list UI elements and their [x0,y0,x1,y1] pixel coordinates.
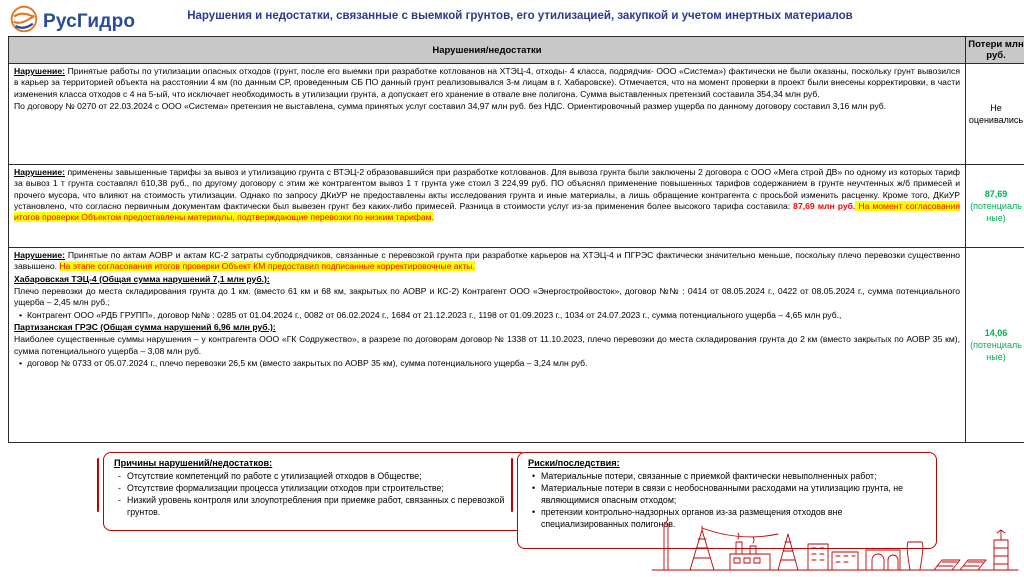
violations-table [8,36,1024,443]
violation-row [9,64,1024,165]
paragraph [14,250,960,273]
paragraph [14,274,960,285]
text-segment: 87,69 [985,189,1008,199]
text-segment: На момент согласования итогов проверки Объектом предоставлены материалы, подтверждающие перевозки по низким тарифам. [14,201,960,222]
list-item: • претензии контрольно-надзорных органов из-за размещения отходов вне специализированных полигонов. [528,507,926,531]
paragraph [14,66,960,100]
causes-list [114,471,518,519]
text-segment: Контрагент ООО «РДБ ГРУПП», договор №№ : 0285 от 01.04.2024 г., 0082 от 06.02.2024 г., 1684 от 21.12.2023 г., 1198 от 01.09.2023 г., 1034 от 24.07.2023 г., сумма потенциального ущерба – 4,65 млн руб., [27,310,841,320]
violation-text-cell [9,64,966,165]
text-segment: 87,69 млн руб. [793,201,855,211]
paragraph [14,334,960,357]
column-header-violations: Нарушения/недостатки [9,37,966,64]
causes-box-title: Причины нарушений/недостатков: [114,458,518,468]
paragraph [14,286,960,309]
list-item: - Низкий уровень контроля или злоупотребления при приемке работ, связанных с перевозкой грунтов. [114,495,518,519]
industrial-skyline-art [650,514,1022,572]
risks-box-title: Риски/последствия: [528,458,926,468]
list-item: • Материальные потери в связи с необоснованными расходами на утилизацию грунта, не являющимися опасным отходом; [528,483,926,507]
text-segment: применены завышенные тарифы за вывоз и утилизацию грунта с ВТЭЦ-2 образовавшийся при разработке котлованов. Для вывоза грунта были заключены 2 договора с ООО «Мега строй ДВ» по одному из которых тариф за вывоз 1 т грунта составлял 610,38 руб., по другому договору с этим же контрагентом вывоз 1 т грунта уже стоил 3 224,99 руб. ПО объяснял применение повышенных тарифов содержанием в грунте неучтенных ж/б примесей и прочего мусора, что влияют на стоимость утилизации. Однако по запросу ДКиУР не предоставлены акты исследования грунта и иные материалы, а лишь обращение контрагента с просьбой изменить расценку. Кроме того, ДКиУР установлено, что согласно первичным документам фактически был вывезен грунт без каких-либо примесей. Разница в стоимости услуг из-за применения более высокого тарифа составила: [14,167,960,211]
text-segment: Плечо перевозки до места складирования грунта до 1 км. (вместо 61 км и 68 км, закрытых по АОВР и КС-2) Контрагент ООО «Энергостройвосток», договор №№ : 0414 от 08.05.2024 г., 0422 от 08.05.2024 г., сумма потенциального ущерба – 2,45 млн руб.; [14,286,960,307]
violation-row [9,165,1024,248]
loss-value-cell [966,165,1024,248]
column-header-losses: Потери млн руб. [966,37,1024,64]
text-segment: Нарушение: [14,66,65,76]
loss-value-cell [966,64,1024,165]
bullet-paragraph [14,310,960,321]
text-segment: На этапе согласования итогов проверки Объект КМ предоставил подписанные корректировочные акты. [59,261,474,271]
text-segment: Хабаровская ТЭЦ-4 (Общая сумма нарушений 7,1 млн руб.): [14,274,270,284]
text-segment: договор № 0733 от 05.07.2024 г., плечо перевозки 26,5 км (вместо закрытых по АОВР 35 км), сумма потенциального ущерба – 3,24 млн руб. [27,358,587,368]
list-item: - Отсутствие компетенций по работе с утилизацией отходов в Обществе; [114,471,518,483]
paragraph [14,101,960,112]
list-item: • Материальные потери, связанные с приемкой фактически невыполненных работ; [528,471,926,483]
text-segment: Нарушение: [14,167,65,177]
causes-box [103,452,529,531]
violations-table-body [9,64,1024,443]
causes-bracket-mark [97,458,99,512]
logo-wordmark: РусГидро [43,11,135,33]
text-segment: 14,06 [985,328,1008,338]
rushydro-logo [10,5,135,38]
loss-value-cell [966,248,1024,443]
rushydro-globe-icon [10,5,38,38]
violation-text-cell [9,165,966,248]
text-segment: Партизанская ГРЭС (Общая сумма нарушений 6,96 млн руб.): [14,322,276,332]
violation-text-cell [9,248,966,443]
risks-bracket-mark [511,458,513,512]
text-segment: (потенциальные) [970,201,1022,223]
text-segment: Нарушение: [14,250,65,260]
page-title: Нарушения и недостатки, связанные с выемкой грунтов, его утилизацией, закупкой и учетом инертных материалов [150,10,890,24]
text-segment: Принятые работы по утилизации опасных отходов (грунт, после его выемки при разработке котлованов на ХТЭЦ-4, отходы- 4 класса, подрядчик- ООО «Система») фактически не были оказаны, поскольку грунт вывозился в карьер за территорией объекта на расстоянии 4 км (по данным СР, проведенным СБ ПО данный грунт реализовывался 3-м лицам в г. Хабаровске). Отмечается, что на момент проверки в проект были внесены корректировки, в части изменения класса отходов с 4 на 5-ый, что исключает необходимость в утилизации грунта, а допускает его хранение в отвале вне полигона. Сумма выставленных претензий составила 354,34 млн руб. [14,66,960,99]
violation-row [9,248,1024,443]
list-item: - Отсутствие формализации процесса утилизации отходов при строительстве; [114,483,518,495]
text-segment: Принятые по актам АОВР и актам КС-2 затраты субподрядчиков, связанные с перевозкой грунта при разработке карьеров на ХТЭЦ-4 и ПГРЭС фактически значительно меньше, поскольку плечо перевозки существенно завышено. [14,250,960,271]
table-header-row [9,37,1024,64]
text-segment: (потенциальные) [970,340,1022,362]
paragraph [14,322,960,333]
paragraph [14,167,960,224]
text-segment: Наиболее существенные суммы нарушения – у контрагента ООО «ГК Содружество», в разрезе по договорам договор № 1338 от 11.10.2023, плечо перевозки до места складирования грунта до 2 км (вместо закрытых по АОВР 35 км), сумма потенциального ущерба – 3,08 млн руб. [14,334,960,355]
text-segment: По договору № 0270 от 22.03.2024 с ООО «Система» претензия не выставлена, сумма принятых услуг составил 34,97 млн руб. без НДС. Ориентировочный размер ущерба по данному договору составил 3,16 млн руб. [14,101,886,111]
bullet-paragraph [14,358,960,369]
text-segment: Не оценивались [969,103,1023,125]
